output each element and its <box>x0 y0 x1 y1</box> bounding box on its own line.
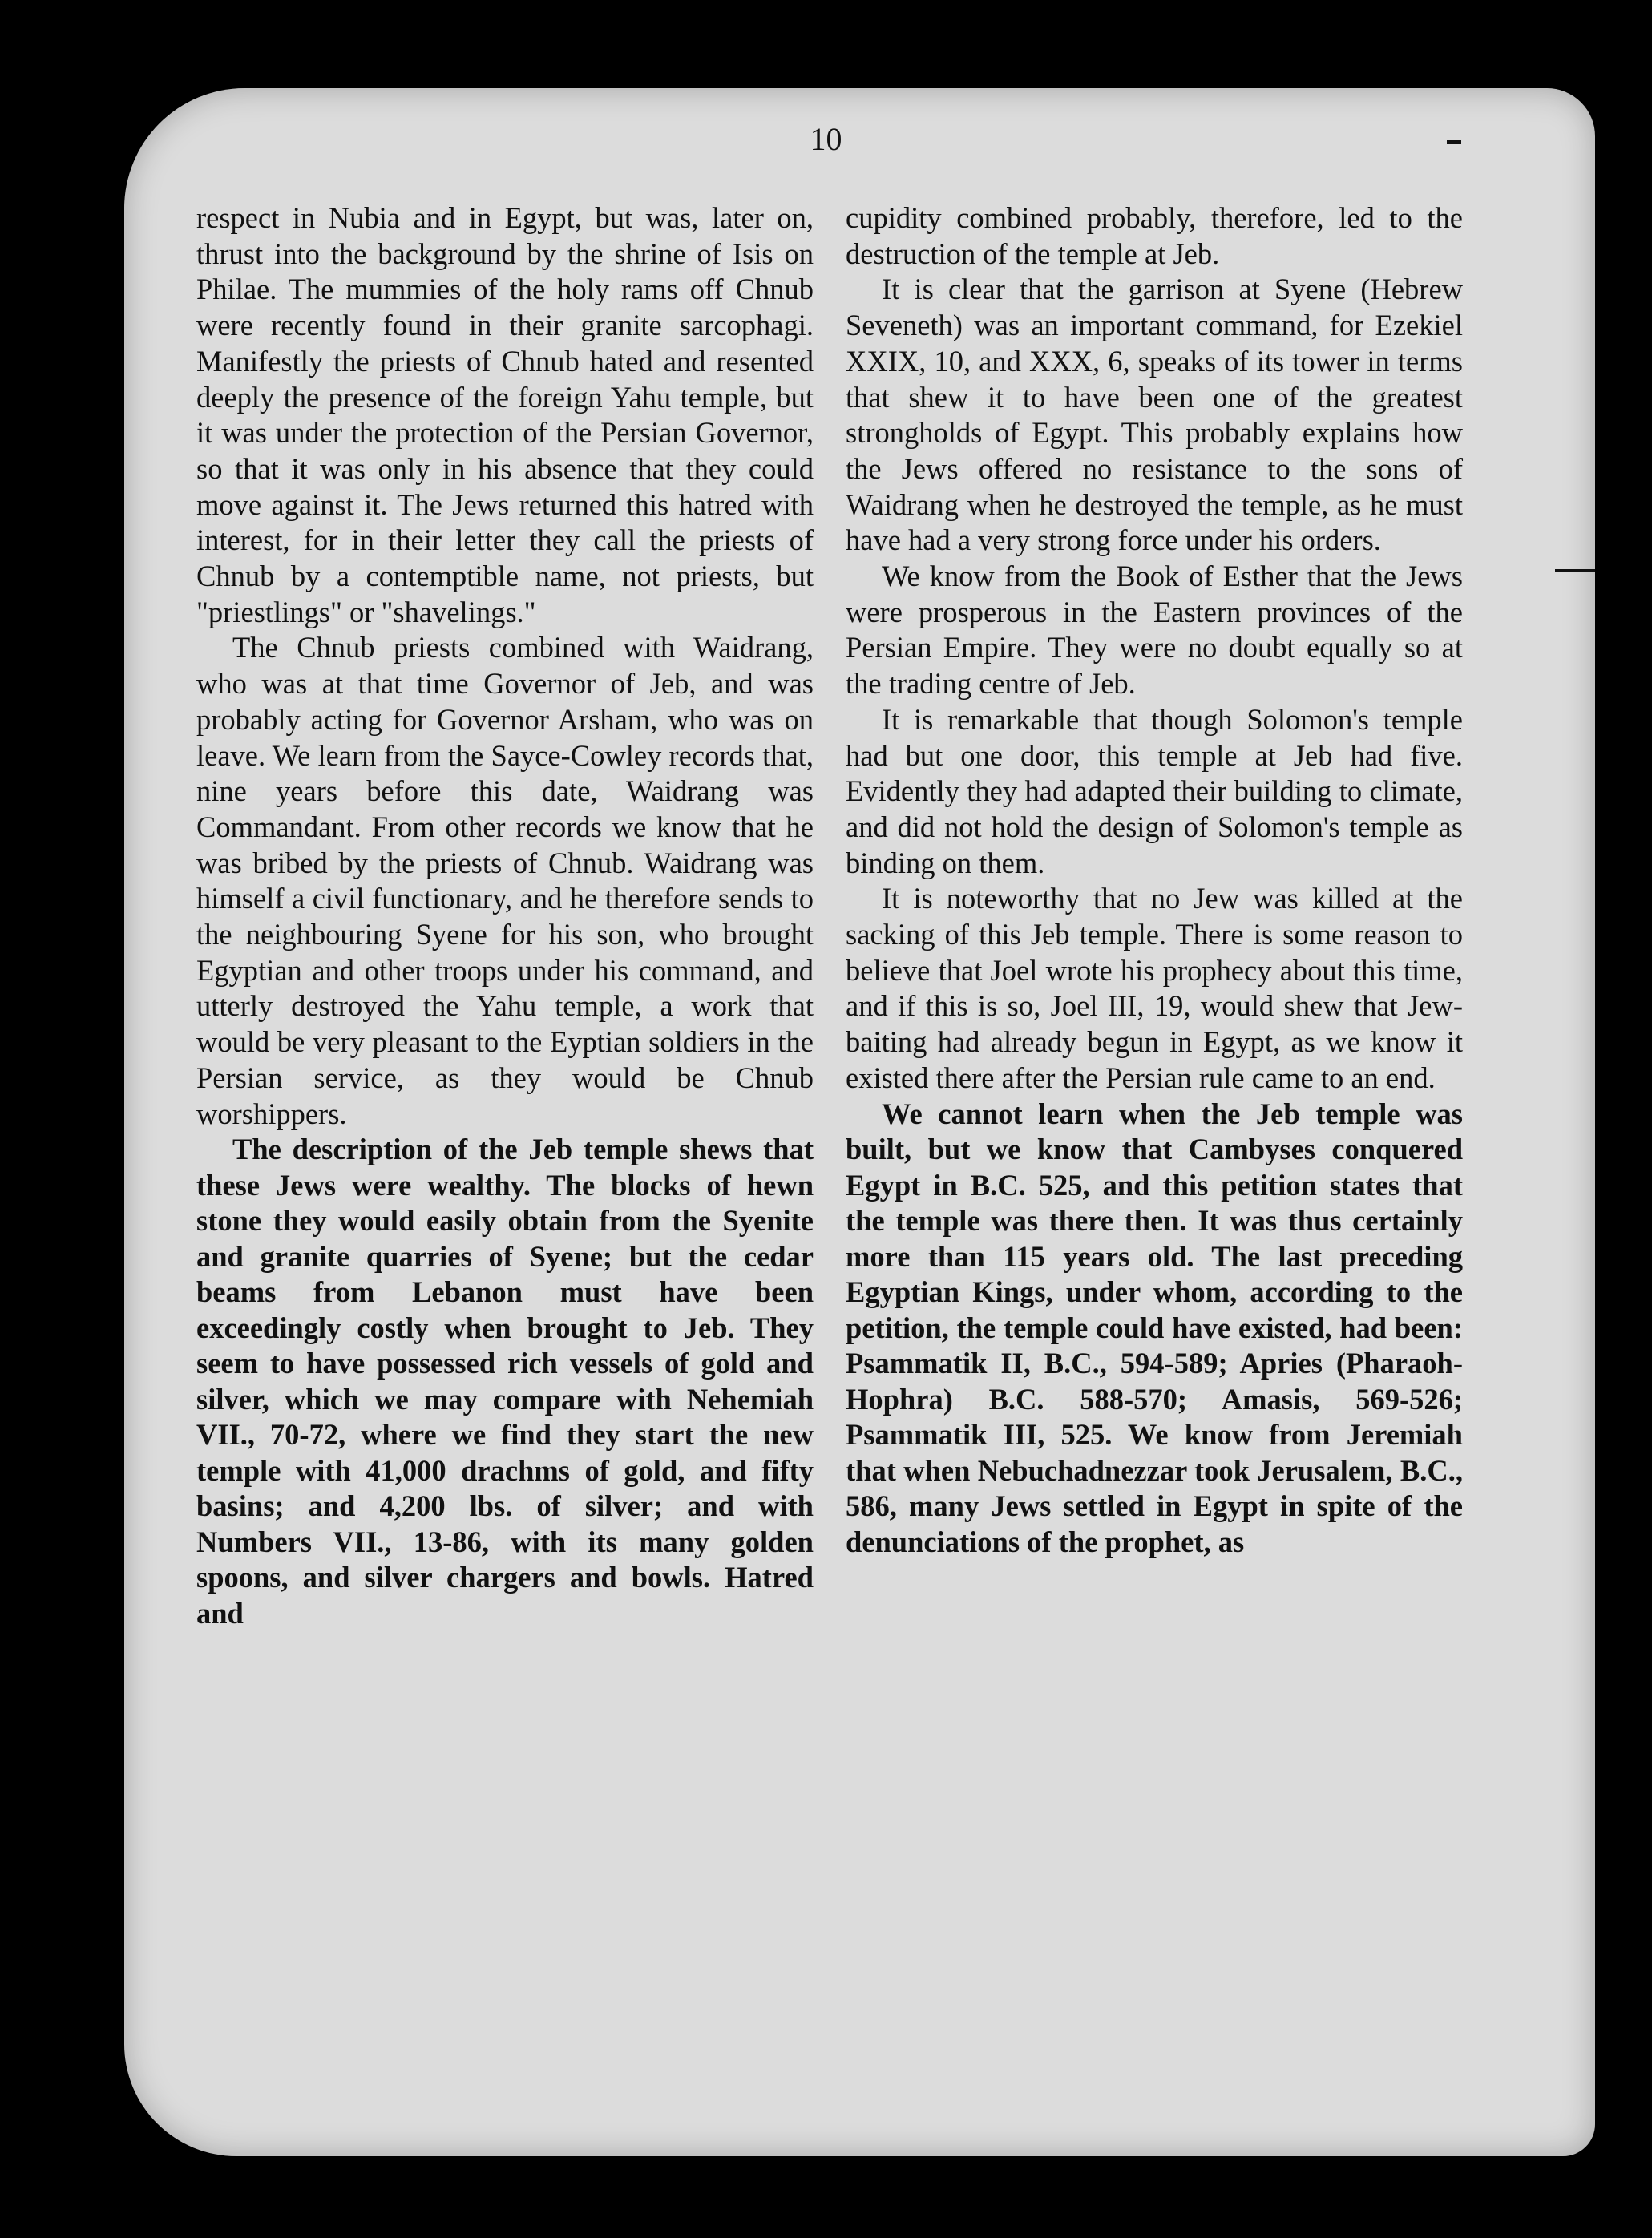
left-paragraph-3: The description of the Jeb temple shews that these Jews were wealthy. The blocks of hewn stone they would easily obtain from the Syenite and granite quarries of Syene; but the cedar beams from Lebanon must have been exceedingly costly when brought to Jeb. They seem to have possessed rich vessels of gold and silver, which we may compare with Nehemiah VII., 70-72, where we find they start the new temple with 41,000 drachms of gold, and fifty basins; and 4,200 lbs. of silver; and with Numbers VII., 13-86, with its many golden spoons, and silver chargers and bowls. Hatred and <box>196 1133 814 1630</box>
edge-dash-mark <box>1447 140 1461 144</box>
right-paragraph-6: We cannot learn when the Jeb temple was built, but we know that Cambyses conquered Egypt in B.C. 525, and this petition states that the temple was there then. It was thus certainly more than 115 years old. The last preceding Egyptian Kings, under whom, according to the petition, the temple could have existed, had been: Psammatik II, B.C., 594-589; Apries (Pharaoh-Hophra) B.C. 588-570; Amasis, 569-526; Psammatik III, 525. We know from Jeremiah that when Nebuchadnezzar took Jerusalem, B.C., 586, many Jews settled in Egypt in spite of the denunciations of the prophet, as <box>846 1097 1463 1558</box>
left-column <box>196 200 814 1631</box>
page-number: 10 <box>810 121 842 157</box>
right-paragraph-3: We know from the Book of Esther that the Jews were prosperous in the Eastern provinces of the Persian Empire. They were no doubt equally so at the trading centre of Jeb. <box>846 560 1463 701</box>
left-paragraph-2: The Chnub priests combined with Waidrang, who was at that time Governor of Jeb, and was probably acting for Governor Arsham, who was on leave. We learn from the Sayce-Cowley records that, nine years before this date, Waidrang was Commandant. From other records we know that he was bribed by the priests of Chnub. Waidrang was himself a civil functionary, and he therefore sends to the neighbouring Syene for his son, who brought Egyptian and other troops under his command, and utterly destroyed the Yahu temple, a work that would be very pleasant to the Eyptian soldiers in the Persian service, as they would be Chnub worshippers. <box>196 631 814 1130</box>
right-column <box>846 200 1463 1560</box>
edge-tick-mark <box>1555 569 1595 572</box>
right-paragraph-2: It is clear that the garrison at Syene (Hebrew Seveneth) was an important command, for Ezekiel XXIX, 10, and XXX, 6, speaks of its tower in terms that shew it to have been one of the greatest strongholds of Egypt. This probably explains how the Jews offered no resistance to the sons of Waidrang when he destroyed the temple, as he must have had a very strong force under his orders. <box>846 273 1463 557</box>
left-paragraph-1: respect in Nubia and in Egypt, but was, later on, thrust into the background by the shrine of Isis on Philae. The mummies of the holy rams off Chnub were recently found in their granite sarcophagi. Manifestly the priests of Chnub hated and resented deeply the presence of the foreign Yahu temple, but it was under the protection of the Persian Governor, so that it was only in his absence that they could move against it. The Jews returned this hatred with interest, for in their letter they call the priests of Chnub by a contemptible name, not priests, but "priestlings" or "shavelings." <box>196 201 814 628</box>
right-paragraph-4: It is remarkable that though Solomon's temple had but one door, this temple at Jeb had five. Evidently they had adapted their building to climate, and did not hold the design of Solomon's temple as binding on them. <box>846 702 1463 879</box>
right-paragraph-5: It is noteworthy that no Jew was killed at the sacking of this Jeb temple. There is some reason to believe that Joel wrote his prophecy about this time, and if this is so, Joel III, 19, would shew that Jew-baiting had already begun in Egypt, as we know it existed there after the Persian rule came to an end. <box>846 882 1463 1094</box>
right-paragraph-1: cupidity combined probably, therefore, led to the destruction of the temple at Jeb. <box>846 201 1463 270</box>
